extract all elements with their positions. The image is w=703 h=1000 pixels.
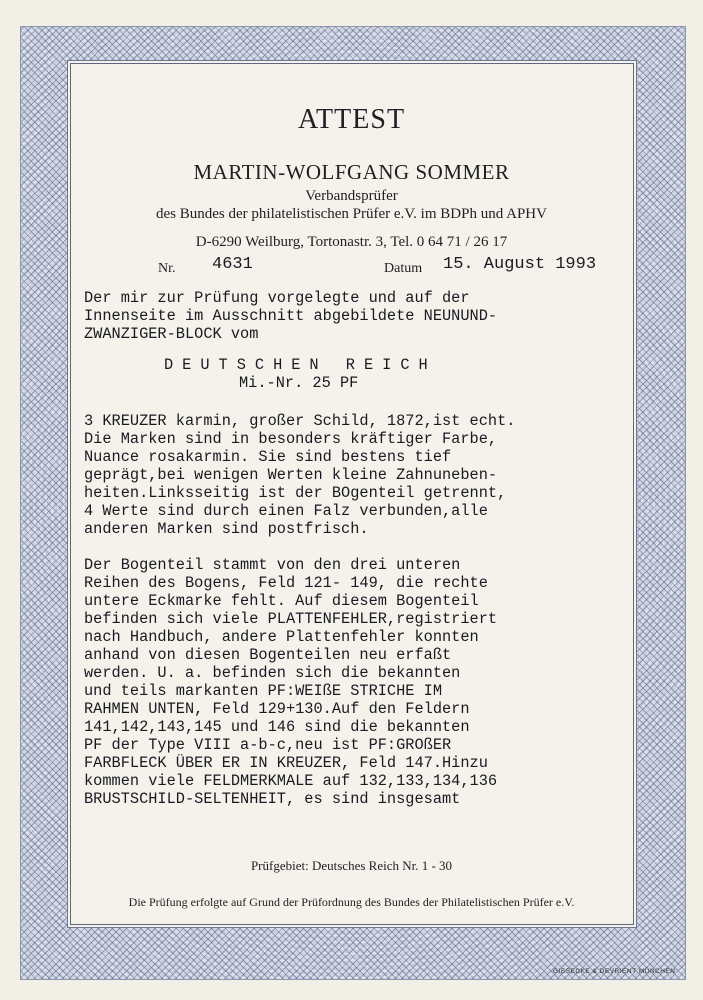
paragraph1-line: 3 KREUZER karmin, großer Schild, 1872,ist echt. — [84, 412, 516, 430]
paragraph2-line: Reihen des Bogens, Feld 121- 149, die rechte — [84, 574, 488, 592]
number-label: Nr. — [158, 261, 176, 276]
printer-imprint: GIESECKE & DEVRIENT MÜNCHEN — [553, 968, 676, 975]
certificate-title: ATTEST — [297, 104, 406, 135]
paragraph2-line: nach Handbuch, andere Plattenfehler konnten — [84, 628, 479, 646]
paragraph2-line: Der Bogenteil stammt von den drei unteren — [84, 556, 461, 574]
certificate-date: 15. August 1993 — [443, 255, 597, 274]
paragraph2-line: 141,142,143,145 und 146 sind die bekannten — [84, 718, 470, 736]
intro-line: ZWANZIGER-BLOCK vom — [84, 325, 259, 343]
paragraph2-line: befinden sich viele PLATTENFEHLER,registriert — [84, 610, 498, 628]
paragraph2-line: RAHMEN UNTEN, Feld 129+130.Auf den Feldern — [84, 700, 470, 718]
paragraph1-line: geprägt,bei wenigen Werten kleine Zahnuneben- — [84, 466, 498, 484]
paragraph2-line: und teils markanten PF:WEIßE STRICHE IM — [84, 682, 443, 700]
paragraph2-line: anhand von diesen Bogenteilen neu erfaßt — [84, 646, 452, 664]
paragraph1-line: 4 Werte sind durch einen Falz verbunden,alle — [84, 502, 488, 520]
examination-rule: Die Prüfung erfolgte auf Grund der Prüfordnung des Bundes der Philatelistischen Prüfer e.V. — [128, 895, 575, 909]
paragraph1-line: anderen Marken sind postfrisch. — [84, 520, 369, 538]
date-label: Datum — [384, 261, 423, 276]
paragraph2-line: BRUSTSCHILD-SELTENHEIT, es sind insgesamt — [84, 790, 461, 808]
paragraph2-line: FARBFLECK ÜBER ER IN KREUZER, Feld 147.Hinzu — [84, 754, 488, 772]
paragraph2-line: kommen viele FELDMERKMALE auf 132,133,134,136 — [84, 772, 498, 790]
intro-line: Innenseite im Ausschnitt abgebildete NEUNUND- — [84, 307, 498, 325]
examination-area: Prüfgebiet: Deutsches Reich Nr. 1 - 30 — [250, 858, 453, 873]
paragraph2-line: werden. U. a. befinden sich die bekannten — [84, 664, 461, 682]
paragraph2-line: PF der Type VIII a-b-c,neu ist PF:GROßER — [84, 736, 452, 754]
intro-line: Der mir zur Prüfung vorgelegte und auf der — [84, 289, 470, 307]
examiner-name: MARTIN-WOLFGANG SOMMER — [193, 160, 510, 184]
paragraph1-line: heiten.Linksseitig ist der BOgenteil getrennt, — [84, 484, 507, 502]
catalog-number: Mi.-Nr. 25 PF — [239, 374, 359, 392]
association-line: des Bundes der philatelistischen Prüfer e.V. im BDPh und APHV — [156, 206, 547, 222]
address-line: D-6290 Weilburg, Tortonastr. 3, Tel. 0 64 71 / 26 17 — [195, 234, 508, 250]
certificate-number: 4631 — [212, 255, 253, 274]
paragraph1-line: Die Marken sind in besonders kräftiger Farbe, — [84, 430, 498, 448]
country-name: DEUTSCHEN REICH — [164, 356, 437, 374]
paragraph2-line: untere Eckmarke fehlt. Auf diesem Bogenteil — [84, 592, 479, 610]
paragraph1-line: Nuance rosakarmin. Sie sind bestens tief — [84, 448, 452, 466]
examiner-role: Verbandsprüfer — [305, 188, 398, 204]
